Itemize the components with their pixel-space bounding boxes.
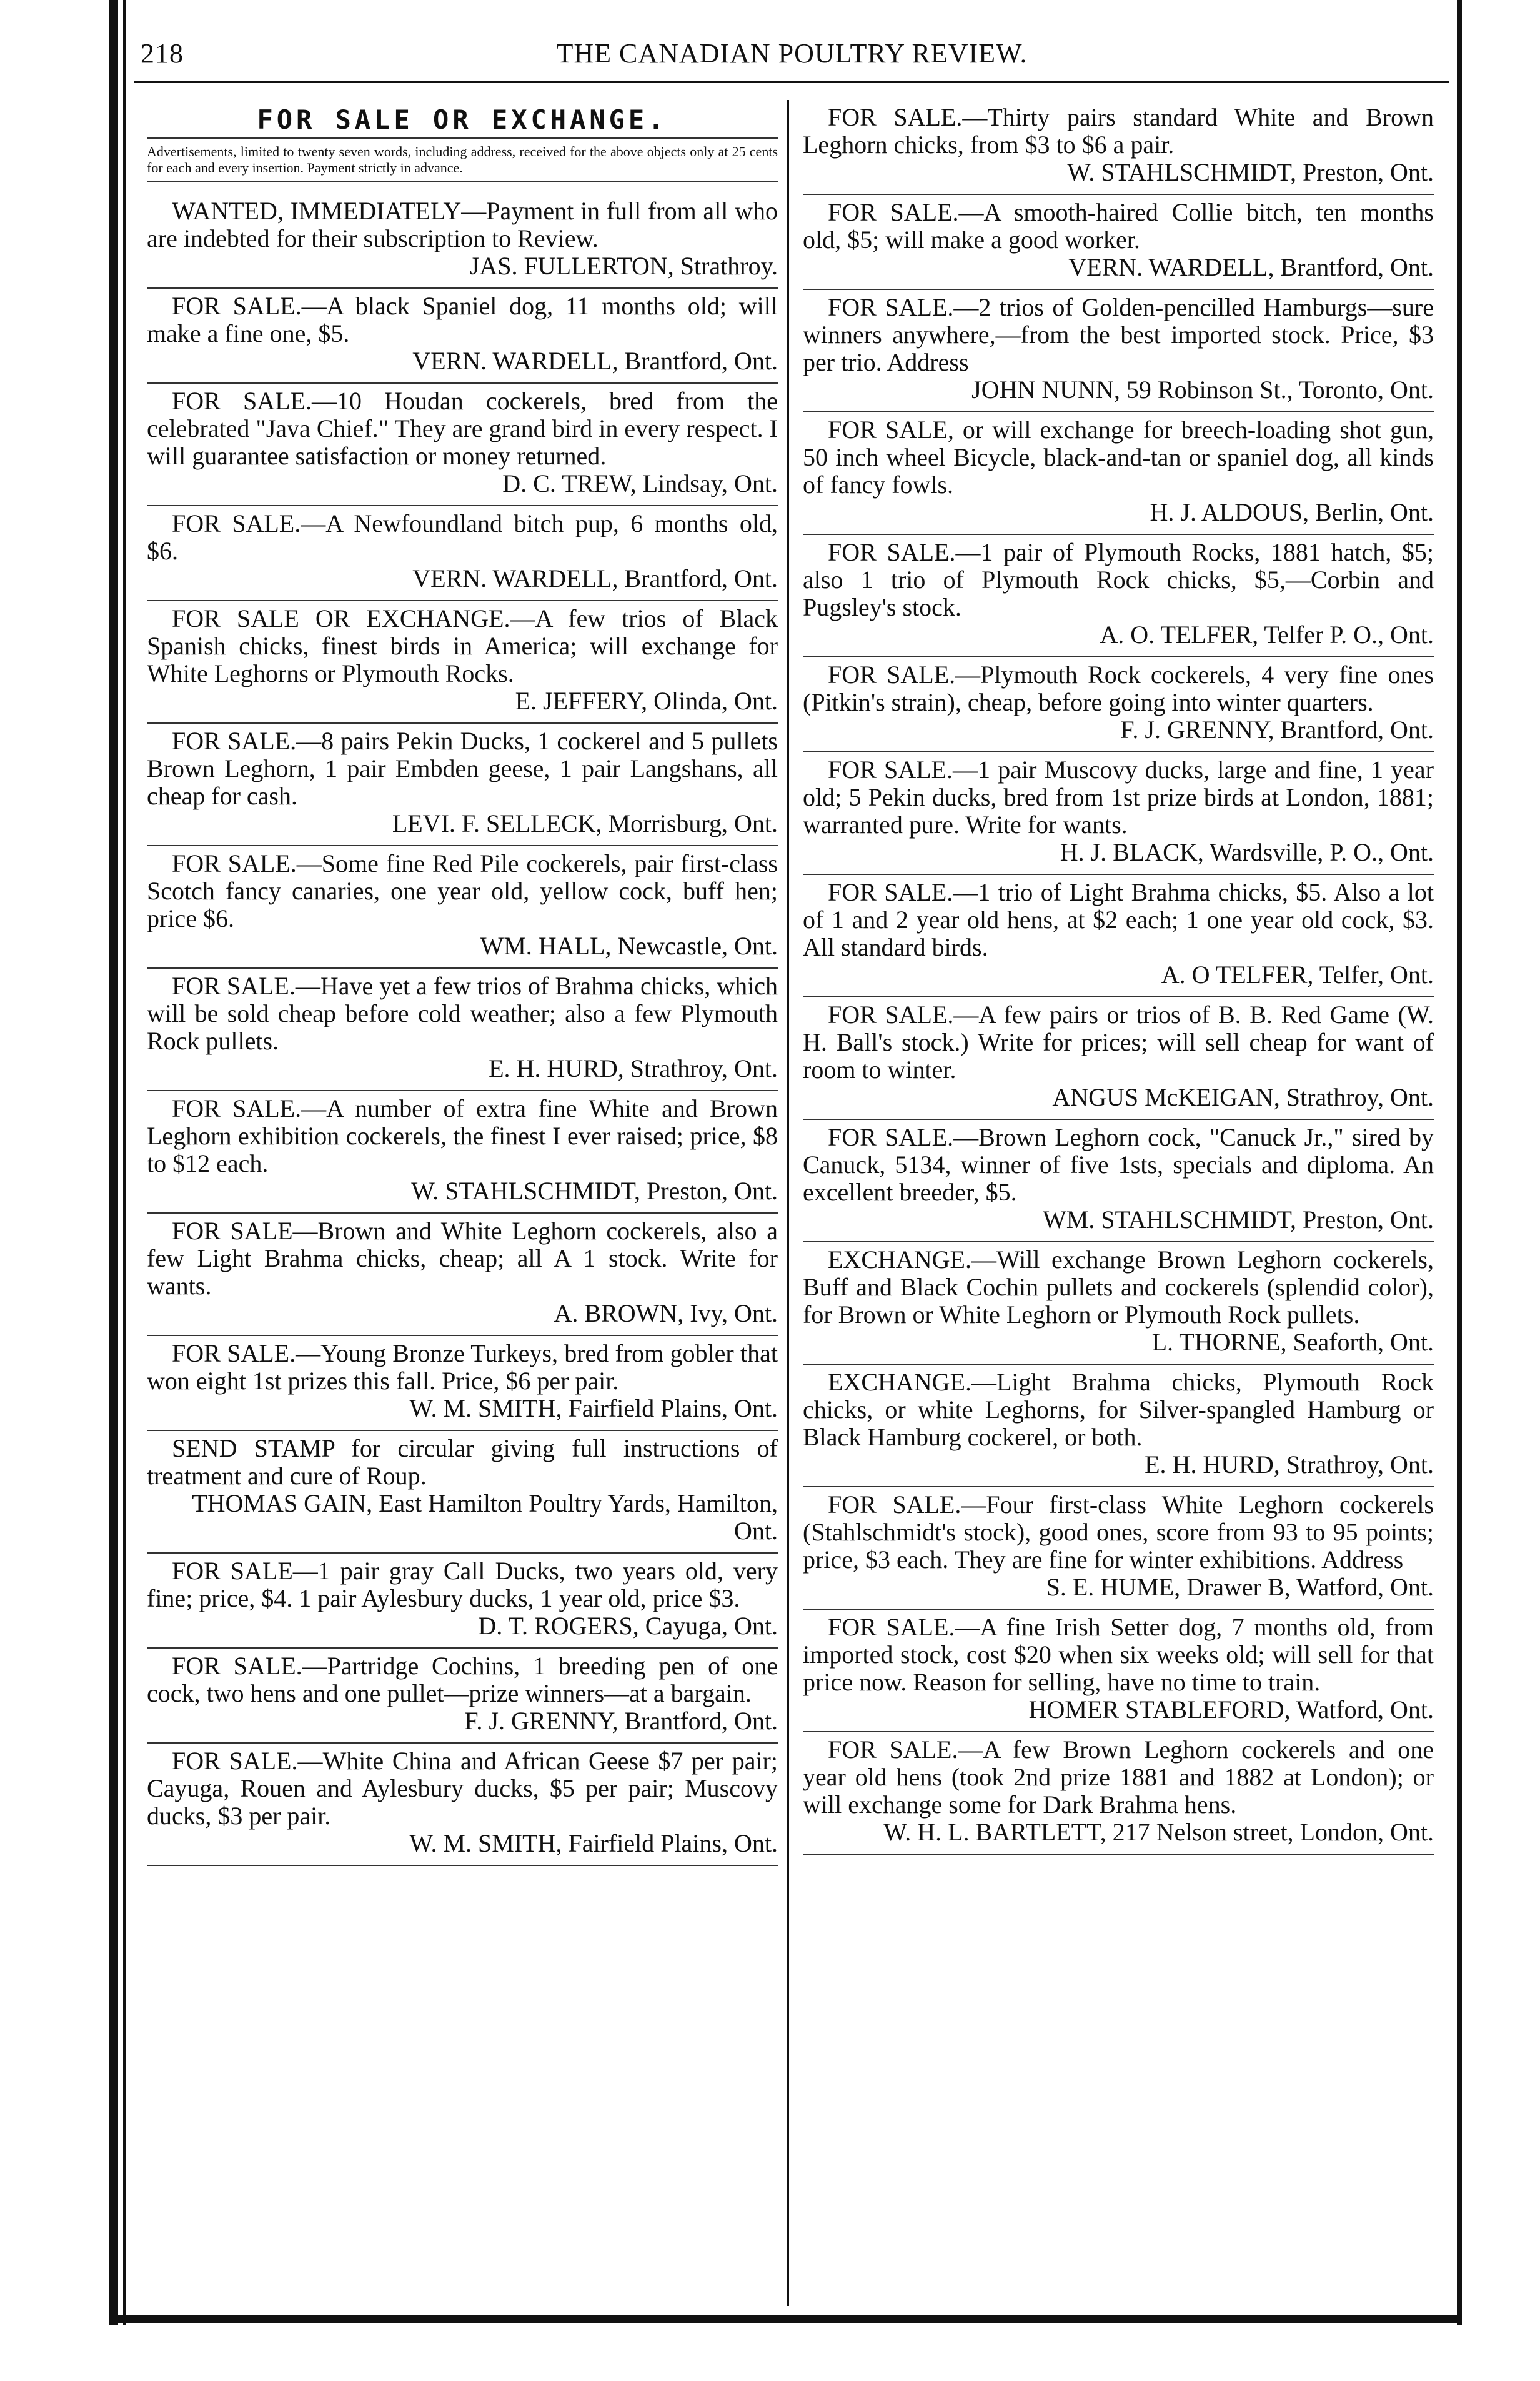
ad-signature: H. J. BLACK, Wardsville, P. O., Ont. bbox=[1060, 838, 1434, 866]
ad-text: FOR SALE.—Partridge Cochins, 1 breeding pen of one cock, two hens and one pullet—prize winners—at a bargain. bbox=[147, 1652, 778, 1707]
classified-ad bbox=[803, 100, 1434, 195]
ad-signature: E. JEFFERY, Olinda, Ont. bbox=[515, 687, 778, 715]
classified-ad bbox=[147, 846, 778, 969]
ad-signature: F. J. GRENNY, Brantford, Ont. bbox=[1120, 716, 1434, 744]
classified-ad bbox=[147, 1554, 778, 1649]
ad-signature: W. STAHLSCHMIDT, Preston, Ont. bbox=[411, 1177, 778, 1205]
ad-text: FOR SALE.—A few Brown Leghorn cockerels and one year old hens (took 2nd prize 1881 and 1882 at London); or will exchange some for Dark Brahma hens. bbox=[803, 1735, 1434, 1819]
ad-text: EXCHANGE.—Will exchange Brown Leghorn cockerels, Buff and Black Cochin pullets and cockerels (splendid color), for Brown or White Leghorn or Plymouth Rock pullets. bbox=[803, 1245, 1434, 1329]
page-number: 218 bbox=[141, 38, 184, 69]
ad-signature: W. M. SMITH, Fairfield Plains, Ont. bbox=[409, 1829, 778, 1857]
ad-text: FOR SALE.—A fine Irish Setter dog, 7 months old, from imported stock, cost $20 when six weeks old; will sell for that price now. Reason for selling, have no time to train. bbox=[803, 1613, 1434, 1696]
ad-signature: W. H. L. BARTLETT, 217 Nelson street, London, Ont. bbox=[883, 1818, 1434, 1846]
left-border-rule bbox=[109, 0, 118, 2325]
page-header bbox=[134, 25, 1449, 75]
ad-text: FOR SALE.—Have yet a few trios of Brahma chicks, which will be sold cheap before cold weather; also a few Plymouth Rock pullets. bbox=[147, 972, 778, 1055]
classified-ad bbox=[803, 875, 1434, 997]
ad-text: FOR SALE.—A smooth-haired Collie bitch, ten months old, $5; will make a good worker. bbox=[803, 198, 1434, 254]
classified-ad bbox=[803, 1732, 1434, 1855]
classified-ad bbox=[803, 1242, 1434, 1365]
classified-ad bbox=[803, 1365, 1434, 1487]
classified-ad bbox=[147, 724, 778, 846]
ad-signature: L. THORNE, Seaforth, Ont. bbox=[1151, 1328, 1434, 1356]
ad-text: FOR SALE OR EXCHANGE.—A few trios of Black Spanish chicks, finest birds in America; will exchange for White Leghorns or Plymouth Rocks. bbox=[147, 604, 778, 687]
classified-ad bbox=[803, 997, 1434, 1120]
classified-ad bbox=[147, 289, 778, 384]
ad-text: FOR SALE.—A black Spaniel dog, 11 months old; will make a fine one, $5. bbox=[147, 292, 778, 347]
classified-ad bbox=[147, 194, 778, 289]
ad-signature: S. E. HUME, Drawer B, Watford, Ont. bbox=[1046, 1573, 1434, 1601]
ad-text: FOR SALE.—Thirty pairs standard White and Brown Leghorn chicks, from $3 to $6 a pair. bbox=[803, 103, 1434, 159]
ad-text: FOR SALE.—10 Houdan cockerels, bred from the celebrated "Java Chief." They are grand bird in every respect. I will guarantee satisfaction or money returned. bbox=[147, 387, 778, 470]
ad-signature: HOMER STABLEFORD, Watford, Ont. bbox=[1028, 1695, 1434, 1724]
right-column bbox=[803, 100, 1434, 1855]
ad-signature: WM. STAHLSCHMIDT, Preston, Ont. bbox=[1042, 1205, 1434, 1234]
left-column bbox=[147, 100, 778, 1866]
ad-text: WANTED, IMMEDIATELY—Payment in full from all who are indebted for their subscription to Review. bbox=[147, 197, 778, 252]
classified-ad bbox=[147, 1431, 778, 1554]
newspaper-page bbox=[109, 0, 1462, 2325]
classified-ad bbox=[803, 1487, 1434, 1610]
ad-text: FOR SALE—1 pair gray Call Ducks, two years old, very fine; price, $4. 1 pair Aylesbury ducks, 1 year old, price $3. bbox=[147, 1557, 778, 1612]
ad-signature: A. BROWN, Ivy, Ont. bbox=[554, 1299, 778, 1327]
ad-text: SEND STAMP for circular giving full instructions of treatment and cure of Roup. bbox=[147, 1434, 778, 1490]
classified-ad bbox=[147, 384, 778, 506]
bottom-border-rule bbox=[109, 2315, 1462, 2323]
classified-ad bbox=[147, 1744, 778, 1866]
ad-signature: E. H. HURD, Strathroy, Ont. bbox=[489, 1054, 778, 1082]
ad-text: FOR SALE.—8 pairs Pekin Ducks, 1 cockerel and 5 pullets Brown Leghorn, 1 pair Embden geese, 1 pair Langshans, all cheap for cash. bbox=[147, 727, 778, 810]
classified-ad bbox=[147, 506, 778, 601]
ad-signature: W. M. SMITH, Fairfield Plains, Ont. bbox=[409, 1394, 778, 1422]
classified-ad bbox=[803, 195, 1434, 290]
classified-ad bbox=[147, 601, 778, 724]
ad-text: FOR SALE.—White China and African Geese $7 per pair; Cayuga, Rouen and Aylesbury ducks, $5 per pair; Muscovy ducks, $3 per pair. bbox=[147, 1747, 778, 1830]
ad-signature: H. J. ALDOUS, Berlin, Ont. bbox=[1150, 498, 1434, 526]
ad-signature: THOMAS GAIN, East Hamilton Poultry Yards, Hamilton, Ont. bbox=[192, 1489, 778, 1545]
right-border-rule bbox=[1457, 0, 1462, 2325]
ad-text: FOR SALE.—Plymouth Rock cockerels, 4 very fine ones (Pitkin's strain), cheap, before going into winter quarters. bbox=[803, 661, 1434, 716]
ad-text: FOR SALE.—Brown Leghorn cock, "Canuck Jr.," sired by Canuck, 5134, winner of five 1sts, specials and diploma. An excellent breeder, $5. bbox=[803, 1123, 1434, 1206]
ad-text: FOR SALE.—A number of extra fine White and Brown Leghorn exhibition cockerels, the finest I ever raised; price, $8 to $12 each. bbox=[147, 1094, 778, 1177]
ad-signature: JAS. FULLERTON, Strathroy. bbox=[469, 252, 778, 280]
ad-signature: F. J. GRENNY, Brantford, Ont. bbox=[464, 1707, 778, 1735]
advertising-notice: Advertisements, limited to twenty seven words, including address, received for the above objects only at 25 cents for each and every insertion. Payment strictly in advance. bbox=[147, 137, 778, 182]
ad-text: EXCHANGE.—Light Brahma chicks, Plymouth Rock chicks, or white Leghorns, for Silver-spangled Hamburg or Black Hamburg cockerel, or both. bbox=[803, 1368, 1434, 1451]
classified-ad bbox=[803, 290, 1434, 412]
ad-signature: VERN. WARDELL, Brantford, Ont. bbox=[412, 564, 778, 592]
ad-text: FOR SALE.—A few pairs or trios of B. B. Red Game (W. H. Ball's stock.) Write for prices; will sell cheap for want of room to winter. bbox=[803, 1001, 1434, 1084]
ad-signature: ANGUS McKEIGAN, Strathroy, Ont. bbox=[1052, 1083, 1434, 1111]
left-border-rule-inner bbox=[123, 0, 126, 2325]
classified-ad bbox=[803, 1610, 1434, 1732]
classified-ad bbox=[147, 1214, 778, 1336]
ad-signature: LEVI. F. SELLECK, Morrisburg, Ont. bbox=[392, 809, 778, 837]
classified-ad bbox=[147, 1649, 778, 1744]
ad-text: FOR SALE.—1 trio of Light Brahma chicks, $5. Also a lot of 1 and 2 year old hens, at $2 each; 1 one year old cock, $3. All standard birds. bbox=[803, 878, 1434, 961]
classified-ad bbox=[803, 412, 1434, 535]
ad-text: FOR SALE.—2 trios of Golden-pencilled Hamburgs—sure winners anywhere,—from the best imported stock. Price, $3 per trio. Address bbox=[803, 293, 1434, 376]
ad-text: FOR SALE.—Four first-class White Leghorn cockerels (Stahlschmidt's stock), good ones, score from 93 to 95 points; price, $3 each. They are fine for winter exhibitions. Address bbox=[803, 1490, 1434, 1574]
ad-signature: A. O TELFER, Telfer, Ont. bbox=[1161, 961, 1434, 989]
ad-signature: D. C. TREW, Lindsay, Ont. bbox=[502, 469, 778, 497]
classified-ad bbox=[803, 535, 1434, 657]
ad-signature: W. STAHLSCHMIDT, Preston, Ont. bbox=[1067, 158, 1434, 186]
ad-text: FOR SALE.—1 pair of Plymouth Rocks, 1881 hatch, $5; also 1 trio of Plymouth Rock chicks, $5,—Corbin and Pugsley's stock. bbox=[803, 538, 1434, 621]
ad-text: FOR SALE—Brown and White Leghorn cockerels, also a few Light Brahma chicks, cheap; all A 1 stock. Write for wants. bbox=[147, 1217, 778, 1300]
ad-signature: A. O. TELFER, Telfer P. O., Ont. bbox=[1100, 621, 1434, 649]
ad-text: FOR SALE.—Some fine Red Pile cockerels, pair first-class Scotch fancy canaries, one year old, yellow cock, buff hen; price $6. bbox=[147, 849, 778, 932]
classified-ad bbox=[147, 1091, 778, 1214]
ad-signature: JOHN NUNN, 59 Robinson St., Toronto, Ont. bbox=[971, 376, 1434, 404]
classified-ad bbox=[147, 969, 778, 1091]
ad-text: FOR SALE.—A Newfoundland bitch pup, 6 months old, $6. bbox=[147, 509, 778, 565]
ad-signature: WM. HALL, Newcastle, Ont. bbox=[480, 932, 778, 960]
classified-ad bbox=[147, 1336, 778, 1431]
section-heading: FOR SALE OR EXCHANGE. bbox=[257, 104, 668, 135]
classified-ad bbox=[803, 1120, 1434, 1242]
page-title: THE CANADIAN POULTRY REVIEW. bbox=[556, 38, 1028, 69]
ad-signature: E. H. HURD, Strathroy, Ont. bbox=[1145, 1450, 1434, 1479]
ad-signature: VERN. WARDELL, Brantford, Ont. bbox=[1068, 253, 1434, 281]
ad-signature: D. T. ROGERS, Cayuga, Ont. bbox=[478, 1612, 778, 1640]
header-rule bbox=[134, 81, 1449, 83]
ad-signature: VERN. WARDELL, Brantford, Ont. bbox=[412, 347, 778, 375]
ad-text: FOR SALE.—Young Bronze Turkeys, bred from gobler that won eight 1st prizes this fall. Price, $6 per pair. bbox=[147, 1339, 778, 1395]
ad-text: FOR SALE.—1 pair Muscovy ducks, large and fine, 1 year old; 5 Pekin ducks, bred from 1st prize birds at London, 1881; warranted pure. Write for wants. bbox=[803, 756, 1434, 839]
classified-ad bbox=[803, 752, 1434, 875]
ad-text: FOR SALE, or will exchange for breech-loading shot gun, 50 inch wheel Bicycle, black-and-tan or spaniel dog, all kinds of fancy fowls. bbox=[803, 416, 1434, 499]
classified-ad bbox=[803, 657, 1434, 752]
spacer bbox=[147, 182, 778, 194]
column-divider bbox=[787, 100, 789, 2306]
